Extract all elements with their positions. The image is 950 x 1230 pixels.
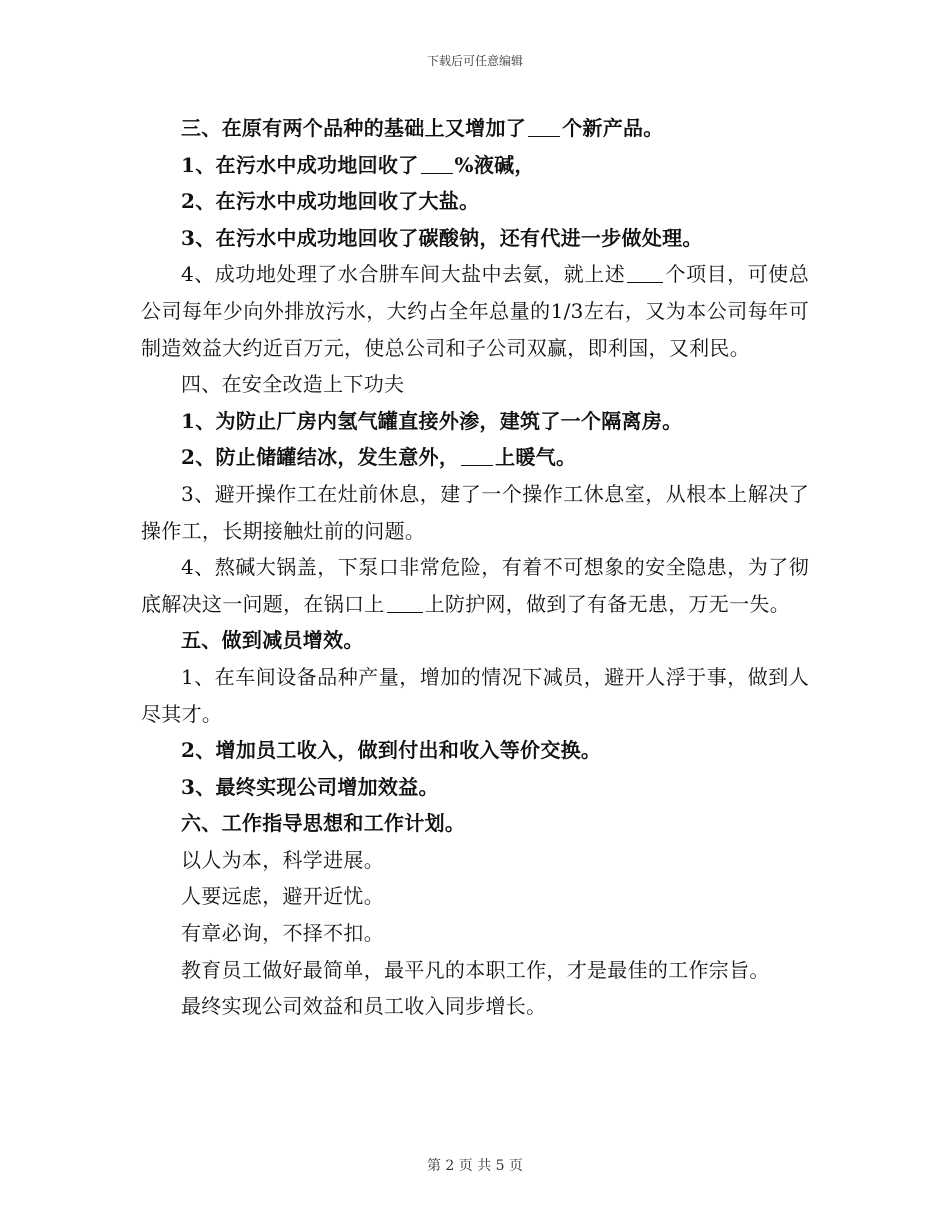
list-item: 1、在污水中成功地回收了 %液碱， [181,152,535,177]
section-heading-6: 六、工作指导思想和工作计划。 [181,811,466,836]
section-heading-5: 五、做到减员增效。 [181,628,364,653]
body-line: 以人为本，科学进展。 [181,847,384,872]
page-header: 下载后可任意编辑 [426,54,523,68]
body-paragraph: 3、避开操作工在灶前休息，建了一个操作工休息室，从根本上解决了操作工，长期接触灶前的问题。 [141,481,809,543]
list-item: 2、防止储罐结冰，发生意外， 上暖气。 [181,445,577,470]
body-paragraph: 4、成功地处理了水合肼车间大盐中去氨，就上述 个项目，可使总公司每年少向外排放污水，大约占全年总量的1/3左右，又为本公司每年可制造效益大约近百万元，使总公司和子公司双赢，即利国，又利民。 [141,262,809,360]
body-paragraph: 1、在车间设备品种产量，增加的情况下减员，避开人浮于事，做到人尽其才。 [141,664,809,726]
fill-blank [627,262,663,283]
section-heading-3: 三、在原有两个品种的基础上又增加了 个新产品。 [181,116,664,140]
list-item: 2、在污水中成功地回收了大盐。 [181,189,480,214]
fill-blank [387,592,423,613]
body-line: 有章必询，不择不扣。 [181,921,384,946]
body-line: 教育员工做好最简单，最平凡的本职工作，才是最佳的工作宗旨。 [181,957,770,982]
list-item: 3、最终实现公司增加效益。 [181,774,439,799]
fill-blank [421,153,453,174]
fill-blank [528,116,560,137]
body-line: 人要远虑，避开近忧。 [181,884,384,909]
document-body [141,110,809,1025]
list-item: 3、在污水中成功地回收了碳酸钠，还有代进一步做处理。 [181,225,703,250]
list-item: 1、为防止厂房内氢气罐直接外渗，建筑了一个隔离房。 [181,408,683,433]
body-paragraph: 4、熬碱大锅盖，下泵口非常危险，有着不可想象的安全隐患，为了彻底解决这一问题，在锅口上 上防护网，做到了有备无患，万无一失。 [141,555,809,616]
page-footer: 第 2 页 共 5 页 [426,1158,524,1174]
body-line: 最终实现公司效益和员工收入同步增长。 [181,994,547,1019]
fill-blank [461,445,493,466]
section-heading-4: 四、在安全改造上下功夫 [181,372,405,397]
list-item: 2、增加员工收入，做到付出和收入等价交换。 [181,738,602,763]
